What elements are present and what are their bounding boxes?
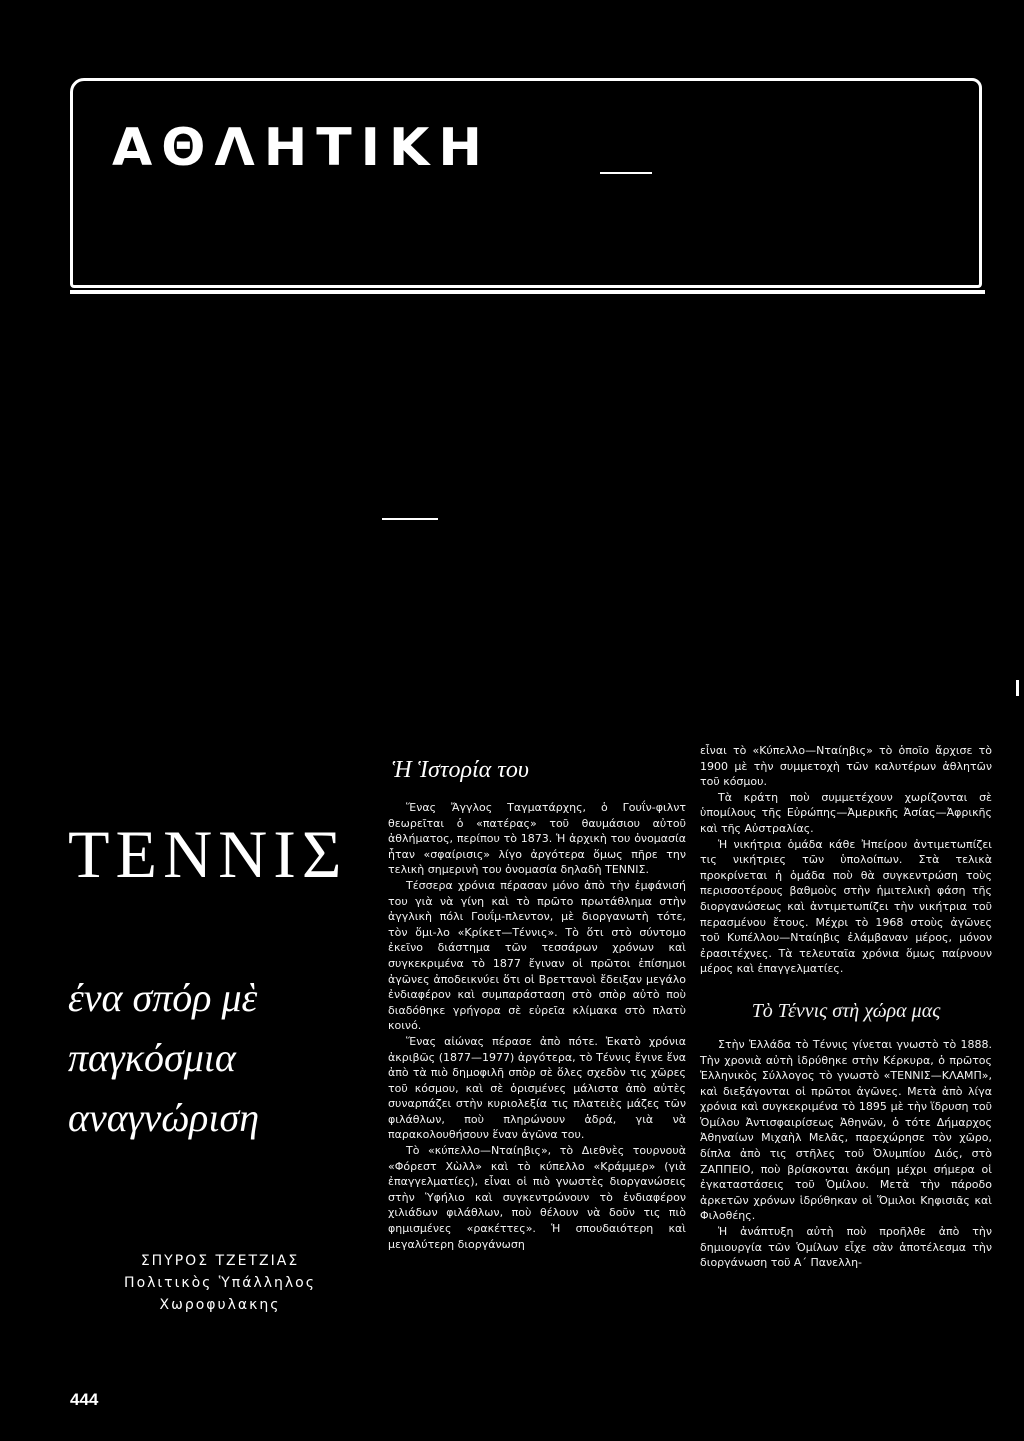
right-column bbox=[700, 743, 992, 1271]
paragraph: εἶναι τὸ «Κύπελλο—Νταίηβις» τὸ ὁποῖο ἄρχισε τὸ 1900 μὲ τὴν συμμετοχὴ τῶν καλυτέρων ἀθλητῶν τοῦ κόσμου. bbox=[700, 744, 992, 789]
author-name: ΣΠΥΡΟΣ ΤΖΕΤΖΙΑΣ bbox=[140, 1253, 300, 1269]
history-heading: Ἡ Ἱστορία του bbox=[392, 757, 529, 783]
article-title: ΤΕΝΝΙΣ bbox=[68, 816, 348, 892]
paragraph: Ἕνας Ἄγγλος Ταγματάρχης, ὁ Γουΐν-φιλντ θεωρεῖται ὁ «πατέρας» τοῦ θαυμάσιου αὐτοῦ ἀθλήματος, περίπου τὸ 1873. Ἡ ἀρχικὴ του ὀνομασία ἦταν «σφαίρισις» λίγο ἀργότερα ὅμως πῆρε την τελικὴ σημερινὴ του ὀνομασία δηλαδὴ ΤΕΝΝΙΣ. bbox=[388, 801, 686, 877]
middle-column bbox=[388, 800, 686, 1252]
author-role: Πολιτικὸς Ὑπάλληλος bbox=[124, 1275, 316, 1291]
header-divider bbox=[70, 290, 985, 294]
paragraph: Ἕνας αἰώνας πέρασε ἀπὸ πότε. Ἑκατὸ χρόνια ἀκριβῶς (1877—1977) ἀργότερα, τὸ Τέννις ἔγινε ἕνα ἀπὸ τὰ πιὸ δημοφιλῆ σπὸρ σὲ ὅλες σχεδὸν τις χῶρες τοῦ κόσμου, καὶ σὲ ὁρισμένες μάλιστα ἀπὸ αὐτὲς συναρπάζει στὴν κυριολεξία τις πλατειὲς μάζες τῶν φιλάθλων, ποὺ πληρώνουν ἁδρά, γιὰ νὰ παρακολουθήσουν ἕναν ἀγῶνα του. bbox=[388, 1034, 686, 1142]
paragraph: Τὰ κράτη ποὺ συμμετέχουν χωρίζονται σὲ ὑπομίλους τῆς Εὐρώπης—Ἀμερικῆς Ἀσίας—Ἀφρικῆς καὶ τῆς Αὐστραλίας. bbox=[700, 790, 992, 835]
margin-mark bbox=[1016, 680, 1019, 696]
paragraph: Ἡ νικήτρια ὁμάδα κάθε Ἠπείρου ἀντιμετωπίζει τις νικήτριες τῶν ὑπολοίπων. Στὰ τελικὰ προκρίνεται ἡ ὁμάδα ποὺ θὰ συγκεντρώση τοὺς περισσοτέρους βαθμοὺς στὴν ἡμιτελικὴ φάση τῆς διοργανώσεως καὶ ἀντιμετωπίζει τὴν νικήτρια τοῦ περασμένου ἔτους. Μέχρι τὸ 1968 στοὺς ἀγῶνες τοῦ Κυπέλλου—Νταίηβις ἐλάμβαναν μέρος, μόνον ἐρασιτέχνες. Τὰ τελευταῖα χρόνια ὅμως παίρνουν μέρος καὶ ἐπαγγελματίες. bbox=[700, 837, 992, 976]
page-number: 444 bbox=[70, 1390, 99, 1409]
decorative-dash bbox=[382, 518, 438, 520]
section-title: ΑΘΛΗΤΙΚΗ bbox=[112, 118, 491, 178]
greece-heading: Τὸ Τέννις στὴ χώρα μας bbox=[751, 999, 941, 1022]
paragraph: Ἡ ἀνάπτυξη αὐτὴ ποὺ προῆλθε ἀπὸ τὴν δημιουργία τῶν Ὁμίλων εἶχε σὰν ἀποτέλεσμα τὴν διοργάνωση τοῦ Α΄ Πανελλη- bbox=[700, 1225, 992, 1270]
subtitle-line: αναγνώριση bbox=[68, 1095, 260, 1140]
subtitle-line: ένα σπόρ μὲ bbox=[68, 975, 258, 1020]
paragraph: Στὴν Ἑλλάδα τὸ Τέννις γίνεται γνωστὸ τὸ 1888. Τὴν χρονιὰ αὐτὴ ἱδρύθηκε στὴν Κέρκυρα, ὁ πρῶτος Ἑλληνικὸς Σύλλογος τὸ γνωστὸ «ΤΕΝΝΙΣ—ΚΛΑΜΠ», καὶ διεξάγονται οἱ πρῶτοι ἀγῶνες. Μετὰ ἀπὸ λίγα χρόνια καὶ συγκεκριμένα τὸ 1895 μὲ τὴν ἵδρυση τοῦ Ὁμίλου Ἀντισφαιρίσεως Ἀθηνῶν, ὁ τότε Δήμαρχος Ἀθηναίων Μιχαὴλ Μελᾶς, παρεχώρησε τὸν χῶρο, δίπλα ἀπὸ τις στῆλες τοῦ Ὀλυμπίου Διός, στὸ ΖΑΠΠΕΙΟ, ποὺ βρίσκονται ἀκόμη μέχρι σήμερα οἱ ἐγκαταστάσεις τοῦ Ὁμίλου. Μετὰ τὴν πάροδο ἀρκετῶν χρόνων ἱδρύθηκαν οἱ Ὅμιλοι Κηφισιᾶς καὶ Φιλοθέης. bbox=[700, 1037, 992, 1223]
title-dash bbox=[600, 172, 652, 174]
paragraph: Τὸ «κύπελλο—Νταίηβις», τὸ Διεθνὲς τουρνουὰ «Φόρεστ Χὼλλ» καὶ τὸ κύπελλο «Κράμμερ» (γιὰ ἐπαγγελματίες), εἶναι οἱ πιὸ γνωστὲς διοργανώσεις στὴν Ὑφήλιο καὶ συγκεντρώνουν τὸ ἐνδιαφέρον χιλιάδων φιλάθλων, ποὺ θέλουν νὰ δοῦν τις πιὸ φημισμένες «ρακέττες». Ἡ σπουδαιότερη καὶ μεγαλύτερη διοργάνωση bbox=[388, 1144, 686, 1251]
author-role: Χωροφυλακης bbox=[159, 1297, 281, 1313]
subtitle-line: παγκόσμια bbox=[68, 1035, 236, 1080]
author-block bbox=[70, 1250, 370, 1316]
section-header-frame bbox=[70, 78, 982, 288]
paragraph: Τέσσερα χρόνια πέρασαν μόνο ἀπὸ τὴν ἐμφάνισή του γιὰ νὰ γίνη καὶ τὸ πρῶτο πρωτάθλημα στὴν ἀγγλικὴ πόλι Γουΐμ-πλεντον, μὲ διοργανωτὴ τότε, τὸν ὅμι-λο «Κρίκετ—Τέννις». Τὸ ὅτι στὸ σύντομο ἐκεῖνο διάστημα τῶν τεσσάρων χρόνων καὶ συγκεκριμένα τὸ 1877 ἔγιναν οἱ πρῶτοι ἐπίσημοι ἀγῶνες ἀποδεικνύει ὅτι οἱ Βρεττανοὶ ἔδειξαν μεγάλο ἐνδιαφέρον καὶ συμπαράσταση στὸ σπὸρ αὐτὸ ποὺ διαδόθηκε γρήγορα σὲ εὐρεῖα κλίμακα στὸ πλατὺ κοινό. bbox=[388, 878, 686, 1033]
article-subtitle bbox=[68, 968, 368, 1148]
